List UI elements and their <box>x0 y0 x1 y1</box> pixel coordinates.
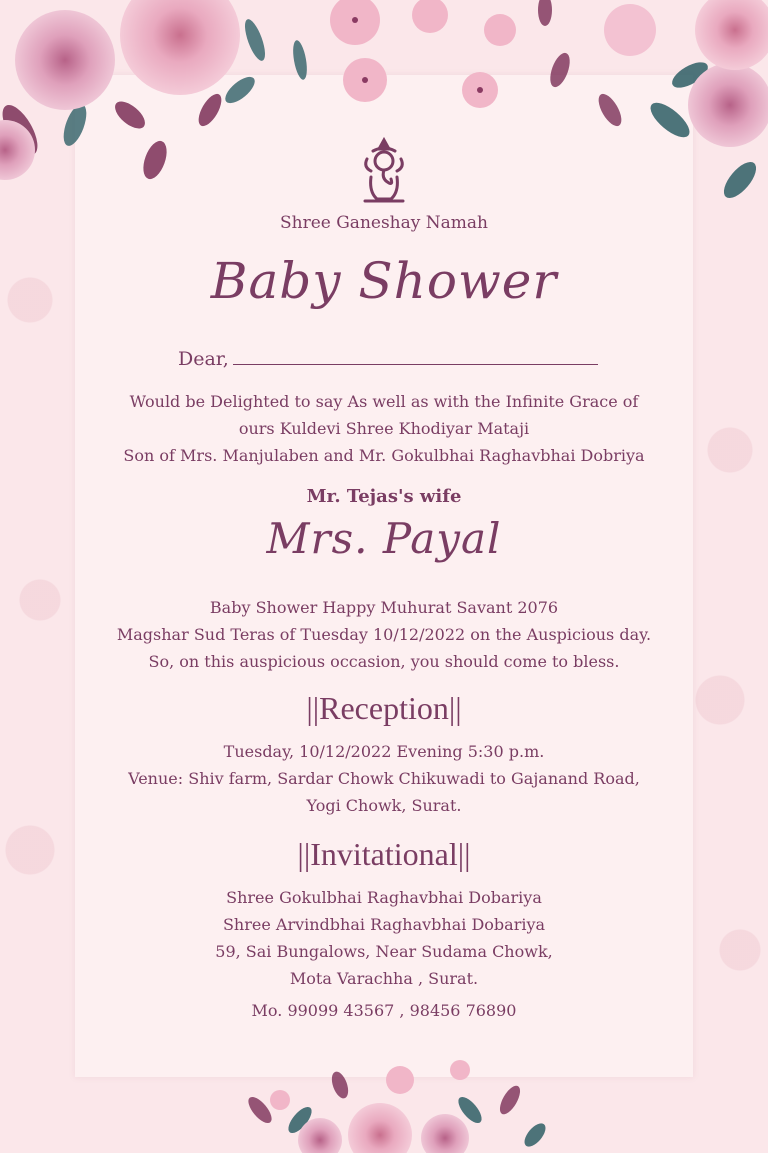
muhurat-line-3: So, on this auspicious occasion, you should come to bless. <box>148 652 620 671</box>
invitational-line-3: 59, Sai Bungalows, Near Sudama Chowk, <box>215 942 553 961</box>
muhurat-line-2: Magshar Sud Teras of Tuesday 10/12/2022 on the Auspicious day. <box>116 625 652 644</box>
invitation-title: Baby Shower <box>210 252 558 310</box>
invitational-line-4: Mota Varachha , Surat. <box>289 969 479 988</box>
ganesha-icon <box>359 137 409 207</box>
invitational-title: ||Invitational|| <box>297 836 471 872</box>
muhurat-line-1: Baby Shower Happy Muhurat Savant 2076 <box>209 598 559 617</box>
greeting-text: Shree Ganeshay Namah <box>279 213 488 233</box>
intro-line-3: Son of Mrs. Manjulaben and Mr. Gokulbhai Raghavbhai Dobriya <box>123 446 645 465</box>
reception-line-2: Venue: Shiv farm, Sardar Chowk Chikuwadi to Gajanand Road, <box>128 769 640 788</box>
reception-line-3: Yogi Chowk, Surat. <box>306 796 462 815</box>
reception-title: ||Reception|| <box>306 690 462 726</box>
phone-numbers: Mo. 99099 43567 , 98456 76890 <box>251 1001 517 1020</box>
reception-line-1: Tuesday, 10/12/2022 Evening 5:30 p.m. <box>223 742 545 761</box>
invitational-line-1: Shree Gokulbhai Raghavbhai Dobariya <box>226 888 542 907</box>
honoree-relation: Mr. Tejas's wife <box>306 486 462 507</box>
dear-line <box>178 348 598 370</box>
intro-line-2: ours Kuldevi Shree Khodiyar Mataji <box>238 419 530 438</box>
honoree-name: Mrs. Payal <box>266 514 502 563</box>
invitational-line-2: Shree Arvindbhai Raghavbhai Dobariya <box>222 915 546 934</box>
name-blank-line <box>233 350 598 365</box>
intro-line-1: Would be Delighted to say As well as with the Infinite Grace of <box>129 392 639 411</box>
dear-label: Dear, <box>178 348 229 370</box>
